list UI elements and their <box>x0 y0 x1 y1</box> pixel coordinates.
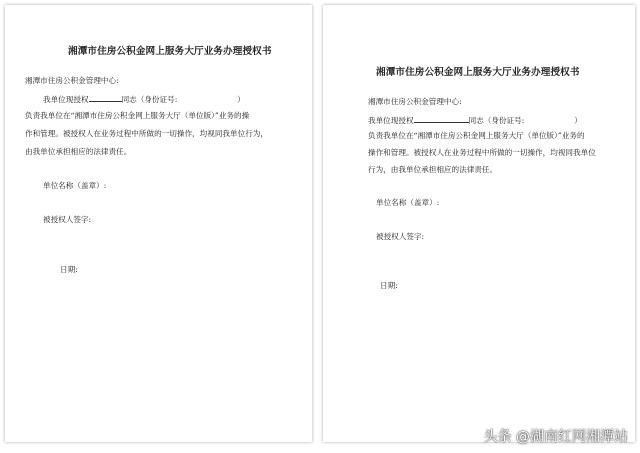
body-line: 负责我单位在“湘潭市住房公积金网上服务大厅（单位版）”业务的操 <box>25 111 250 120</box>
body-line: 由我单位承担相应的法律责任。 <box>25 147 132 156</box>
body-line: 负责我单位在“湘潭市住房公积金网上服务大厅（单位版）”业务的 <box>368 131 585 140</box>
grantee-name-blank <box>89 94 122 102</box>
grantee-name-blank <box>414 115 469 123</box>
body-line: 作和管理。被授权人在业务过程中所做的一切操作，均视同我单位行为， <box>25 129 268 138</box>
date-label: 日期: <box>380 281 398 290</box>
authorize-prefix: 我单位现授权 <box>43 95 89 104</box>
document-title: 湘潭市住房公积金网上服务大厅业务办理授权书 <box>68 46 272 57</box>
authorization-line <box>43 94 245 104</box>
source-watermark: 头条 @湖南红网湘潭站 <box>483 429 628 445</box>
authorize-suffix: ） <box>574 116 582 125</box>
body-line: 操作和管理。被授权人在业务过程中所做的一切操作，均视同我单位 <box>368 148 596 157</box>
document-page-right <box>323 5 635 442</box>
grantee-signature-label: 被授权人签字: <box>376 232 425 241</box>
authorize-middle: 同志（身份证号: <box>121 95 178 104</box>
authorize-suffix: ） <box>237 95 245 104</box>
body-line: 行为，由我单位承担相应的法律责任。 <box>368 165 498 174</box>
date-label: 日期: <box>60 265 78 274</box>
authorize-prefix: 我单位现授权 <box>368 116 414 125</box>
document-page-left <box>5 5 312 442</box>
grantee-signature-label: 被授权人签字: <box>43 215 92 224</box>
authorization-line <box>368 115 582 125</box>
unit-name-label: 单位名称（盖章）: <box>376 198 440 207</box>
authorize-middle: 同志（身份证号: <box>468 116 525 125</box>
recipient-line: 湘潭市住房公积金管理中心: <box>368 97 462 106</box>
document-title: 湘潭市住房公积金网上服务大厅业务办理授权书 <box>376 67 580 78</box>
recipient-line: 湘潭市住房公积金管理中心: <box>25 76 119 85</box>
unit-name-label: 单位名称（盖章）: <box>43 181 107 190</box>
